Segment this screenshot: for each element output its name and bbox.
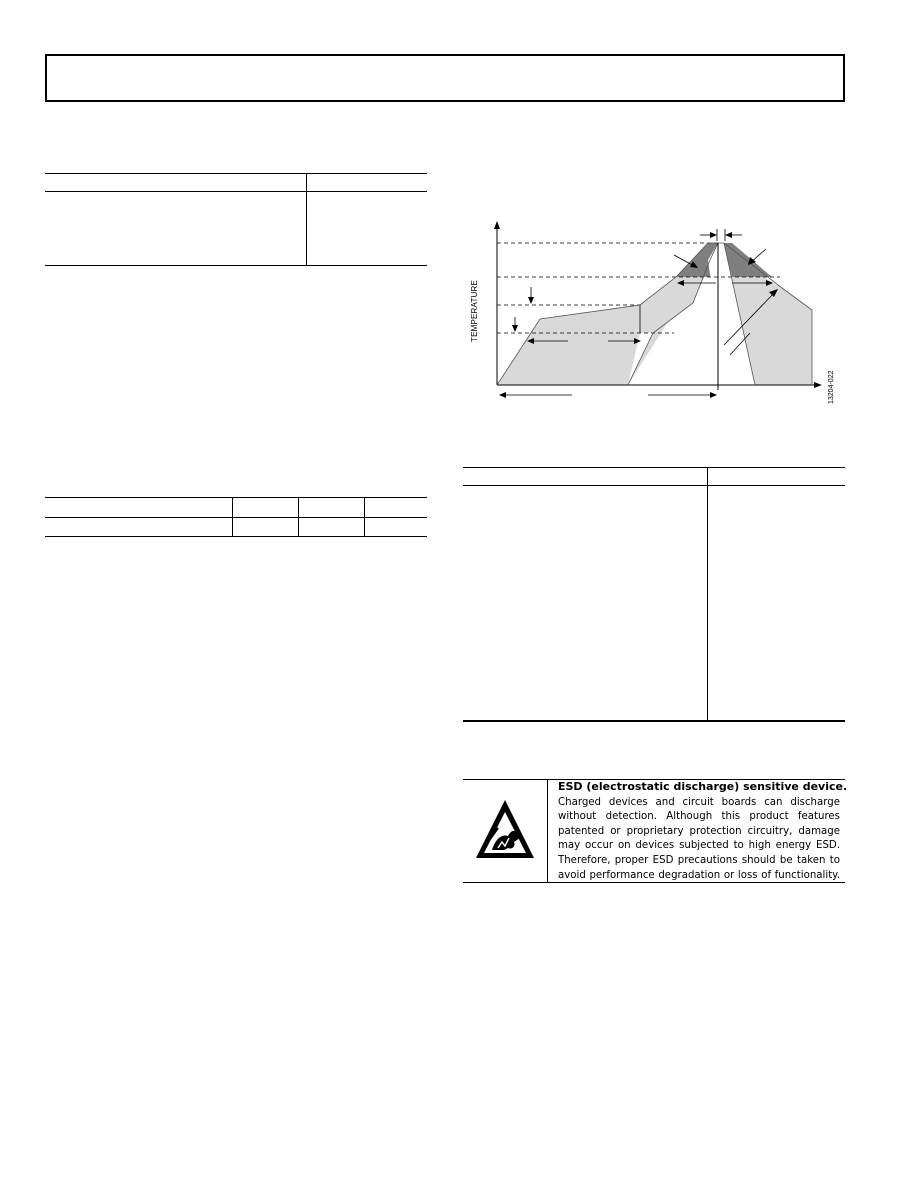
esd-title: ESD (electrostatic discharge) sensitive device.	[558, 780, 848, 793]
table-bottom-rule	[45, 536, 427, 537]
table-header-rule	[463, 485, 845, 486]
table-bottom-rule	[463, 720, 845, 722]
table-column-divider	[298, 497, 299, 537]
table-header-rule	[45, 517, 427, 518]
table-header-rule	[45, 191, 427, 192]
esd-line: avoid performance degradation or loss of functionality.	[558, 869, 840, 881]
ramp-region	[497, 305, 640, 385]
table-top-rule	[45, 173, 427, 174]
table-top-rule	[463, 467, 845, 468]
esd-line: Therefore, proper ESD precautions should be taken to	[558, 854, 840, 866]
esd-divider	[547, 779, 548, 883]
table-top-rule	[45, 497, 427, 498]
reflow-profile-diagram	[460, 215, 840, 405]
esd-warning-icon	[474, 798, 536, 862]
table-column-divider	[232, 497, 233, 537]
page-header-box	[45, 54, 845, 102]
esd-line: patented or proprietary protection circuitry, damage	[558, 825, 840, 837]
figure-id: 13204-022	[828, 370, 835, 404]
table-column-divider	[364, 497, 365, 537]
esd-caution-text	[558, 780, 848, 883]
esd-line: Charged devices and circuit boards can discharge	[558, 796, 840, 808]
table-column-divider	[306, 173, 307, 266]
y-axis-label: TEMPERATURE	[470, 279, 479, 342]
table-column-divider	[707, 467, 708, 721]
table-bottom-rule	[45, 265, 427, 266]
esd-line: without detection. Although this product features	[558, 811, 840, 823]
esd-line: may occur on devices subjected to high energy ESD.	[558, 840, 840, 852]
